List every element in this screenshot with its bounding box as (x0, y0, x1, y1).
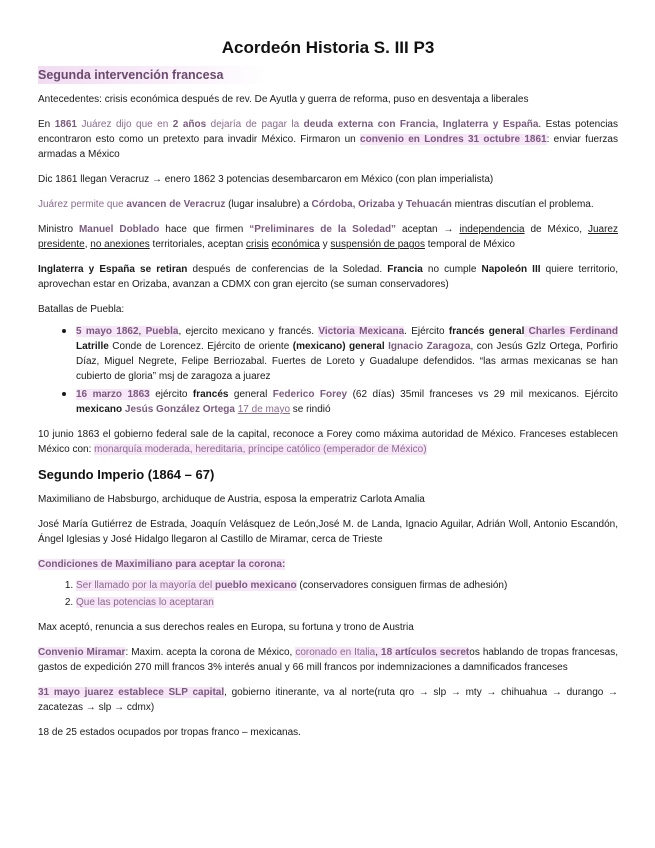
text: , con Jesús Gzlz Ortega, Porfirio Díaz, Miguel Negrete, Felipe Berriozabal. Fuertes de Loreto y Guadalupe defendidos. “las armas mexicanas se han cubierto de gloria” msj de zaragoza a juarez (76, 341, 618, 382)
document-page (38, 38, 618, 750)
bold: francés (192, 389, 229, 400)
highlight: Ignacio Zaragoza (384, 341, 471, 352)
text: , (84, 239, 91, 250)
text: (lugar insalubre) a (225, 199, 312, 210)
paragraph-juarez-permite (38, 197, 618, 212)
highlight: Jesús González Ortega (122, 404, 235, 415)
text: aceptan → (396, 224, 460, 235)
text: después de conferencias de la Soledad. (187, 264, 388, 275)
bold: Inglaterra y España se retiran (38, 264, 188, 275)
batallas-label: Batallas de Puebla: (38, 304, 125, 315)
list-item (76, 578, 618, 593)
bold: mexicano (76, 404, 123, 415)
text: temporal de México (424, 239, 515, 250)
paragraph-comision: José María Gutiérrez de Estrada, Joaquín Velásquez de León,José M. de Landa, Ignacio Aguilar, Adrián Woll, Antonio Escandón, Ángel Iglesias y José Hidalgo llegaron al Castillo de Miramar, cerca de Trieste (38, 519, 618, 545)
text: , (138, 326, 146, 337)
highlight: Córdoba, Orizaba y Tehuacán (311, 199, 452, 210)
text: territoriales, aceptan (149, 239, 246, 250)
text: , (375, 647, 382, 658)
highlight: Condiciones de Maximiliano para aceptar la corona: (38, 559, 286, 570)
highlight: Federico Forey (272, 389, 348, 400)
text: mientras discutían el problema. (451, 199, 594, 210)
highlight: 1861 (54, 119, 77, 130)
condiciones-list (38, 578, 618, 610)
highlight: 16 marzo 1863 (76, 389, 150, 400)
paragraph-18-de-25: 18 de 25 estados ocupados por tropas franco – mexicanas. (38, 727, 301, 738)
text: . Estas potencias encontraron esto como un pretexto para invadir México. Firmaron un (38, 119, 618, 145)
paragraph-ministro-doblado (38, 222, 618, 252)
list-item (76, 386, 618, 417)
text: Ministro (38, 224, 79, 235)
text: 10 junio 1863 el gobierno federal sale de la capital, reconoce a Forey como máxima autoridad de México. Franceses establecen México con: (38, 429, 618, 455)
text: ejército (149, 389, 193, 400)
batallas-list (38, 323, 618, 417)
highlight: 18 artículos secret (381, 647, 470, 658)
text: de México, (524, 224, 588, 235)
document-title: Acordeón Historia S. III P3 (221, 38, 435, 57)
text: no cumple (422, 264, 482, 275)
text: : Maxim. acepta la corona de México, (125, 647, 296, 658)
text: Juárez permite que (38, 199, 127, 210)
bold: Latrille (76, 341, 109, 352)
highlight: convenio en Londres 31 octubre 1861 (360, 134, 547, 145)
underlined: 17 de mayo (237, 404, 291, 415)
text: quiere territorio, aprovechan estar en Orizaba, avanzan a CDMX con gran ejercito (se suman conservadores) (38, 264, 618, 290)
underlined: Juarez presidente (38, 224, 618, 250)
text: : enviar fuerzas armadas a México (38, 134, 618, 160)
highlight: pueblo mexicano (214, 580, 297, 591)
highlight: Victoria Mexicana (318, 326, 405, 337)
text: En (38, 119, 55, 130)
paragraph-1861 (38, 117, 618, 162)
highlight: 5 mayo 1862 (76, 326, 139, 337)
highlight: Ser llamado por la mayoría del (76, 580, 215, 591)
text: (conservadores consiguen firmas de adhesión) (296, 580, 508, 591)
paragraph-inglaterra-espana (38, 262, 618, 292)
highlight: coronado en Italia (295, 647, 376, 658)
text: y (319, 239, 331, 250)
bold: (mexicano) general (292, 341, 385, 352)
bold: Francia (387, 264, 423, 275)
highlight: Manuel Doblado (78, 224, 160, 235)
highlight: Puebla (145, 326, 179, 337)
underlined: económica (271, 239, 320, 250)
text: Juárez dijo que en (76, 119, 173, 130)
paragraph-maximiliano: Maximiliano de Habsburgo, archiduque de Austria, esposa la emperatriz Carlota Amalia (38, 494, 425, 505)
text: , gobierno itinerante, va al norte(ruta qro → slp → mty → chihuahua → durango → zacatezas → slp → cdmx) (38, 687, 619, 713)
text: os hablando de tropas francesas, gastos de expedición 270 mill francos 3% interés anual y 66 mill francos por indemnizaciones a damnificados franceses (38, 647, 618, 673)
bold: Napoleón III (481, 264, 541, 275)
underlined: suspensión de pagos (330, 239, 425, 250)
highlight: deuda externa con Francia, Inglaterra y España (303, 119, 539, 130)
highlight: avancen de Veracruz (126, 199, 226, 210)
highlight: 2 años (172, 119, 207, 130)
underlined: crisis (245, 239, 269, 250)
paragraph-31-mayo (38, 685, 618, 715)
highlight: Convenio Miramar (38, 647, 126, 658)
paragraph-10-junio (38, 427, 618, 457)
highlight: monarquía moderada, hereditaria, príncipe católico (emperador de México) (94, 444, 427, 455)
highlight: 31 mayo juarez establece SLP capital (38, 687, 225, 698)
text: general (228, 389, 273, 400)
text: . Ejército (404, 326, 449, 337)
highlight: Charles Ferdinand (524, 326, 618, 337)
text: se rindió (290, 404, 331, 415)
text: , ejercito mexicano y francés. (178, 326, 319, 337)
text: dejaría de pagar la (206, 119, 304, 130)
text: hace que firmen (159, 224, 250, 235)
bold: francés general (448, 326, 525, 337)
condiciones-label (38, 557, 618, 572)
list-item (76, 595, 618, 610)
text: (62 días) 35mil franceses vs 29 mil mexicanos. Ejército (347, 389, 618, 400)
paragraph-max-acepto: Max aceptó, renuncia a sus derechos reales en Europa, su fortuna y trono de Austria (38, 622, 414, 633)
section-heading-segundo-imperio: Segundo Imperio (1864 – 67) (38, 467, 215, 482)
list-item (76, 323, 618, 384)
paragraph-dic-1861: Dic 1861 llegan Veracruz → enero 1862 3 potencias desembarcaron em México (con plan imperialista) (38, 174, 494, 185)
text: Conde de Lorencez. Ejército de oriente (108, 341, 293, 352)
highlight: Que las potencias lo aceptaran (76, 597, 214, 608)
underlined: independencia (459, 224, 525, 235)
paragraph-convenio-miramar (38, 645, 618, 675)
paragraph-antecedentes: Antecedentes: crisis económica después de rev. De Ayutla y guerra de reforma, puso en desventaja a liberales (38, 94, 529, 105)
highlight: “Preliminares de la Soledad” (249, 224, 397, 235)
section-heading-intervencion: Segunda intervención francesa (38, 66, 268, 84)
underlined: no anexiones (90, 239, 150, 250)
